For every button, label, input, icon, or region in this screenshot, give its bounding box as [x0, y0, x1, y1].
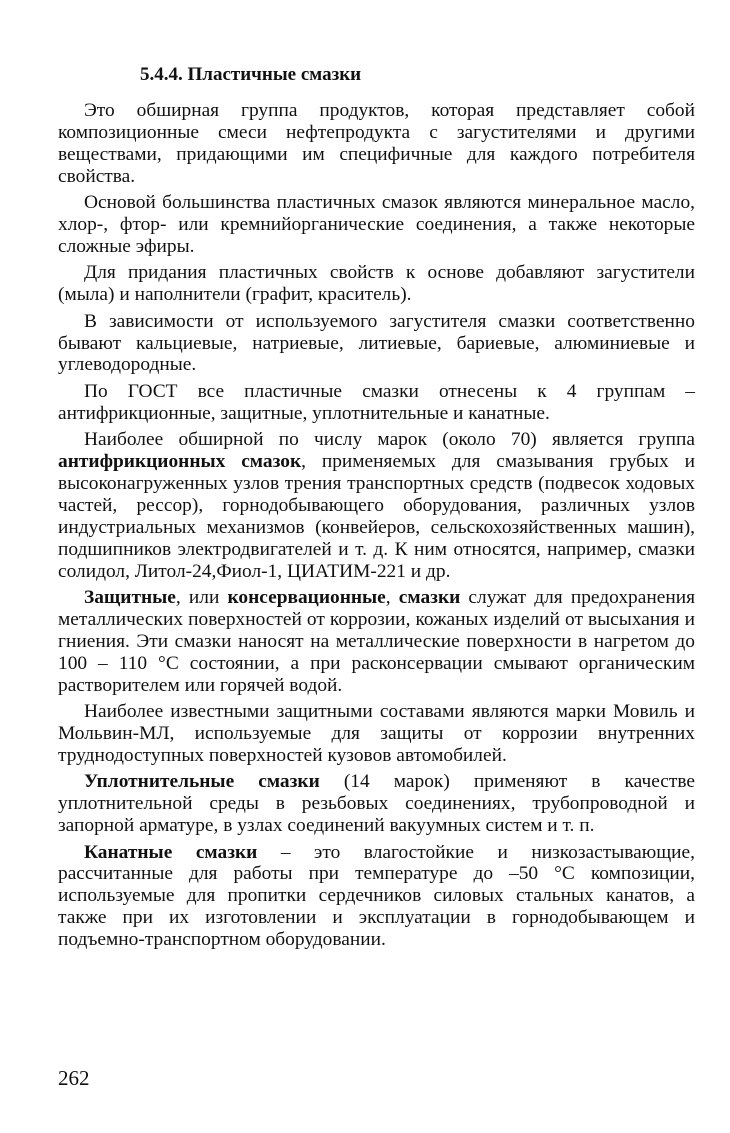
text-run: (14 марок) применяют в качестве уплотнительной среды в резьбовых соединениях, трубопроводной и запорной арматуре, в узлах соединений вакуумных систем и т. п.	[58, 771, 696, 837]
text-run: , или	[175, 587, 228, 609]
term-sealing: Уплотнительные смазки	[84, 771, 320, 793]
term-preservative: консервационные	[227, 587, 386, 609]
page-number: 262	[58, 1066, 90, 1090]
paragraph-3: Для придания пластичных свойств к основе добавляют загустители (мыла) и наполнители (графит, краситель).	[58, 262, 695, 306]
section-heading: 5.4.4. Пластичные смазки	[140, 64, 362, 85]
text-run: , применяемых для смазывания грубых и высоконагруженных узлов трения транспортных средств (подвесок ходовых частей, рессор), горнодобывающего оборудования, различных узлов индустриальных механизмов (конвейеров, сельскохозяйственных машин), подшипников электродвигателей и т. д. К ним относятся, например, смазки солидол, Литол-24,Фиол-1, ЦИАТИМ-221 и др.	[58, 451, 695, 582]
paragraph-7	[58, 587, 695, 697]
text-run: Наиболее обширной по числу марок (около 70) является группа	[84, 429, 695, 451]
paragraph-4: В зависимости от используемого загустителя смазки соответственно бывают кальциевые, натриевые, литиевые, бариевые, алюминиевые и углеводородные.	[58, 310, 695, 376]
paragraph-9	[58, 771, 695, 837]
text-run: служат для предохранения металлических поверхностей от коррозии, кожаных изделий от высыхания и гниения. Эти смазки наносят на металлические поверхности в нагретом до 100 – 110 °С состоянии, а при расконсервации смывают органическим растворителем или горячей водой.	[58, 587, 695, 696]
term-protective: Защитные	[84, 587, 176, 609]
paragraph-2: Основой большинства пластичных смазок являются минеральное масло, хлор-, фтор- или кремнийорганические соединения, а также некоторые сложные эфиры.	[58, 192, 695, 257]
body-text	[58, 100, 695, 956]
paragraph-6	[58, 429, 695, 582]
text-run: ,	[385, 587, 399, 609]
paragraph-1: Это обширная группа продуктов, которая представляет собой композиционные смеси нефтепродукта с загустителями и другими веществами, придающими им специфичные для каждого потребителя свойства.	[58, 100, 695, 187]
term-rope: Канатные смазки	[84, 841, 258, 863]
term-antifriction: антифрикционных смазок	[58, 451, 302, 473]
paragraph-5: По ГОСТ все пластичные смазки отнесены к 4 группам – антифрикционные, защитные, уплотнительные и канатные.	[58, 380, 695, 424]
text-run: – это влагостойкие и низкозастывающие, рассчитанные для работы при температуре до –50 °С композиции, используемые для пропитки сердечников силовых стальных канатов, а также при их изготовлении и эксплуатации в горнодобывающем и подъемно-транспортном оборудовании.	[58, 841, 696, 951]
paragraph-8: Наиболее известными защитными составами являются марки Мовиль и Мольвин-МЛ, используемые для защиты от коррозии внутренних труднодоступных поверхностей кузовов автомобилей.	[58, 701, 695, 766]
paragraph-10	[58, 842, 695, 952]
term-greases: смазки	[398, 587, 461, 609]
